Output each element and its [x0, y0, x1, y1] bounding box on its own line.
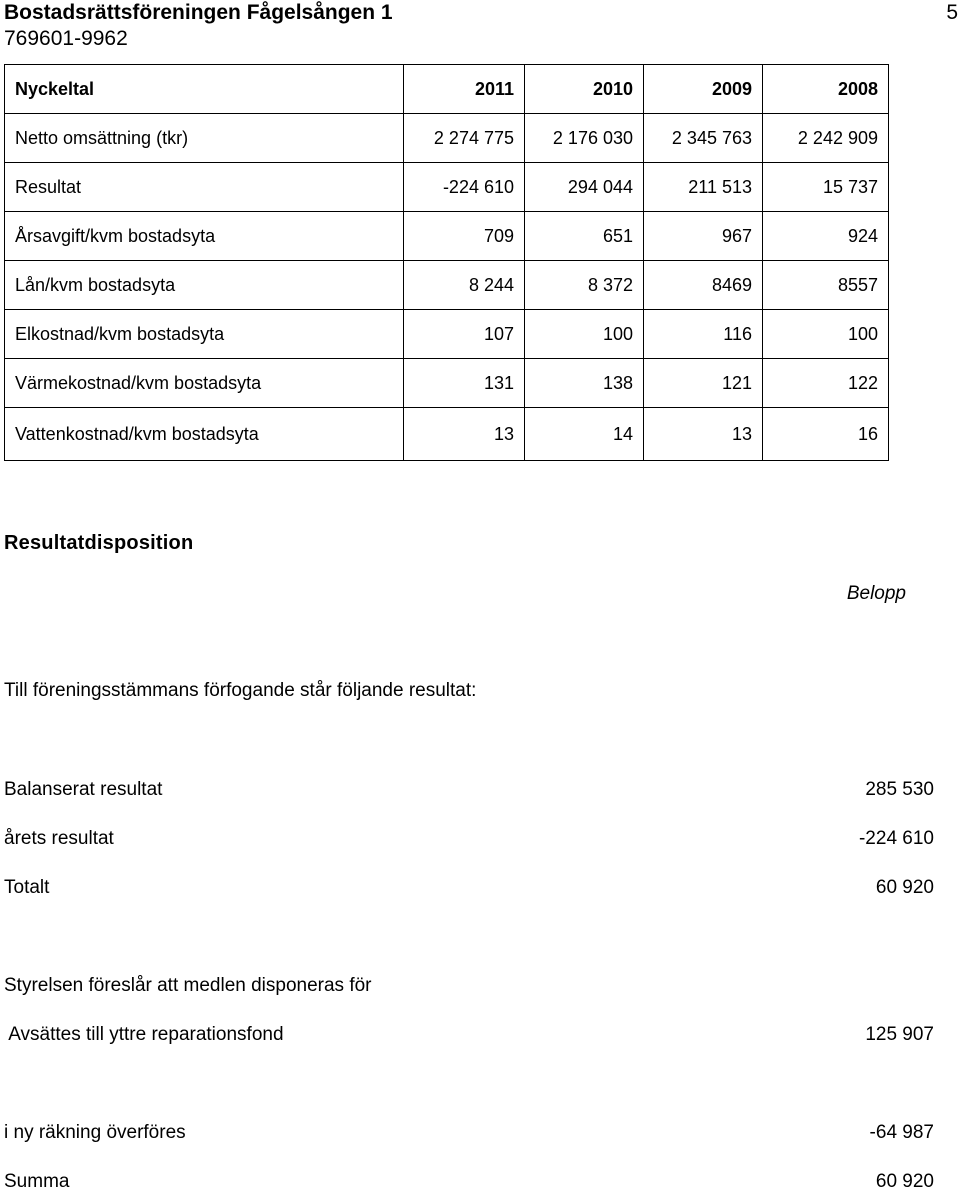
sum-value: 60 920 [875, 1171, 934, 1192]
table-row [5, 359, 889, 408]
cell-value: 13 [404, 408, 525, 461]
carried-forward-label: i ny räkning överföres [4, 1122, 186, 1143]
column-header-year: 2011 [404, 65, 525, 114]
cell-value: 2 176 030 [525, 114, 644, 163]
cell-value: 924 [763, 212, 889, 261]
row-label: Värmekostnad/kvm bostadsyta [5, 359, 404, 408]
row-label: Netto omsättning (tkr) [5, 114, 404, 163]
cell-value: 967 [644, 212, 763, 261]
table-row [5, 310, 889, 359]
table-row [5, 114, 889, 163]
cell-value: 100 [763, 310, 889, 359]
row-label: Vattenkostnad/kvm bostadsyta [5, 408, 404, 461]
board-proposal-intro: Styrelsen föreslår att medlen disponeras för [4, 975, 372, 996]
row-label: Elkostnad/kvm bostadsyta [5, 310, 404, 359]
table-row [5, 212, 889, 261]
row-label: Resultat [5, 163, 404, 212]
row-label: Lån/kvm bostadsyta [5, 261, 404, 310]
organization-number: 769601-9962 [4, 27, 128, 50]
sum-label: Summa [4, 1171, 70, 1192]
cell-value: 131 [404, 359, 525, 408]
total-value: 60 920 [875, 877, 934, 898]
cell-value: 8469 [644, 261, 763, 310]
cell-value: 8557 [763, 261, 889, 310]
cell-value: 13 [644, 408, 763, 461]
cell-value: 709 [404, 212, 525, 261]
column-header-year: 2010 [525, 65, 644, 114]
balanced-result-label: Balanserat resultat [4, 779, 163, 800]
cell-value: 2 274 775 [404, 114, 525, 163]
cell-value: 2 345 763 [644, 114, 763, 163]
table-row [5, 163, 889, 212]
total-label: Totalt [4, 877, 50, 898]
cell-value: 15 737 [763, 163, 889, 212]
column-header-label: Nyckeltal [5, 65, 404, 114]
cell-value: 14 [525, 408, 644, 461]
disposition-intro: Till föreningsstämmans förfogande står följande resultat: [4, 680, 477, 701]
row-label: Årsavgift/kvm bostadsyta [5, 212, 404, 261]
cell-value: 138 [525, 359, 644, 408]
section-title: Resultatdisposition [4, 532, 194, 554]
table-header-row [5, 65, 889, 114]
balanced-result-value: 285 530 [865, 779, 934, 800]
cell-value: 2 242 909 [763, 114, 889, 163]
cell-value: 16 [763, 408, 889, 461]
year-result-label: årets resultat [4, 828, 114, 849]
amount-column-header: Belopp [846, 583, 906, 604]
repair-fund-label: Avsättes till yttre reparationsfond [4, 1024, 284, 1045]
cell-value: 211 513 [644, 163, 763, 212]
cell-value: 116 [644, 310, 763, 359]
cell-value: 8 372 [525, 261, 644, 310]
cell-value: 100 [525, 310, 644, 359]
organization-name: Bostadsrättsföreningen Fågelsången 1 [4, 1, 393, 24]
carried-forward-value: -64 987 [869, 1122, 934, 1143]
repair-fund-value: 125 907 [865, 1024, 934, 1045]
table-row [5, 408, 889, 461]
column-header-year: 2008 [763, 65, 889, 114]
table-row [5, 261, 889, 310]
cell-value: 122 [763, 359, 889, 408]
year-result-value: -224 610 [858, 828, 934, 849]
cell-value: 8 244 [404, 261, 525, 310]
key-figures-table [4, 64, 889, 461]
cell-value: 294 044 [525, 163, 644, 212]
column-header-year: 2009 [644, 65, 763, 114]
cell-value: 121 [644, 359, 763, 408]
page-number: 5 [946, 1, 958, 24]
cell-value: 107 [404, 310, 525, 359]
cell-value: 651 [525, 212, 644, 261]
cell-value: -224 610 [404, 163, 525, 212]
